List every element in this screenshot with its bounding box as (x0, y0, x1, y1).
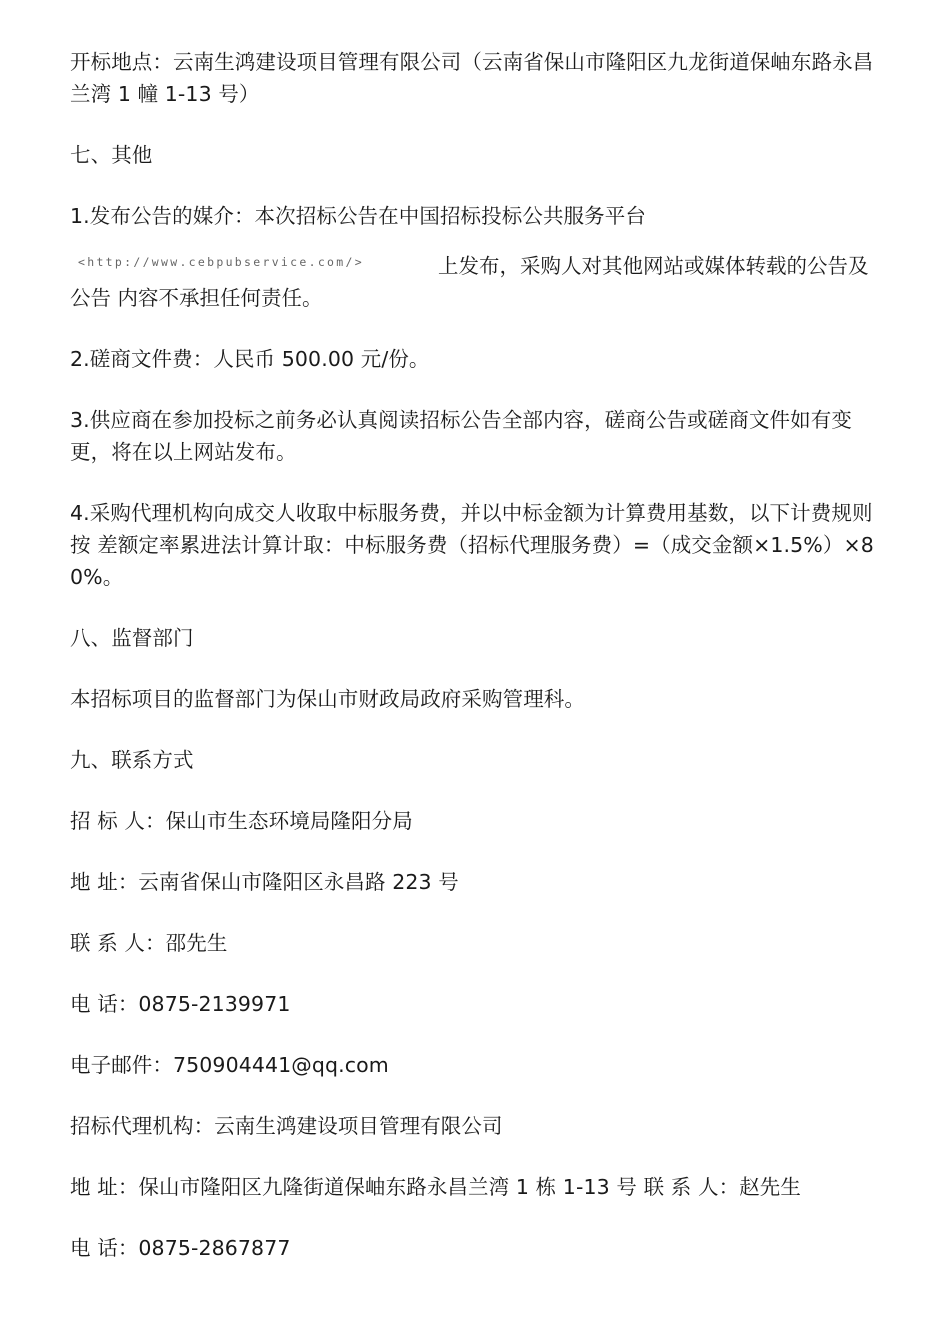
tenderer-address: 地 址：云南省保山市隆阳区永昌路 223 号 (70, 870, 459, 894)
agency-name: 招标代理机构：云南生鸿建设项目管理有限公司 (70, 1114, 503, 1138)
supervision-department: 本招标项目的监督部门为保山市财政局政府采购管理科。 (70, 687, 585, 711)
tenderer-contact: 联 系 人：邵先生 (70, 931, 228, 955)
media-statement-intro: 1.发布公告的媒介：本次招标公告在中国招标投标公共服务平台 (70, 204, 646, 228)
section-9-heading: 九、联系方式 (70, 748, 194, 772)
document-fee: 2.磋商文件费：人民币 500.00 元/份。 (70, 347, 430, 371)
tenderer-name: 招 标 人：保山市生态环境局隆阳分局 (70, 809, 413, 833)
document-page (70, 46, 885, 1293)
media-statement-text: 上发布，采购人对其他网站或媒体转载的公告及公告 内容不承担任何责任。 (70, 254, 869, 310)
tenderer-email: 电子邮件：750904441@qq.com (70, 1053, 389, 1077)
platform-url-text: <http://www.cebpubservice.com/> (78, 255, 364, 269)
media-statement (70, 250, 885, 314)
tenderer-phone: 电 话：0875-2139971 (70, 992, 291, 1016)
section-8-heading: 八、监督部门 (70, 626, 194, 650)
agency-address-contact: 地 址：保山市隆阳区九隆街道保岫东路永昌兰湾 1 栋 1-13 号 联 系 人：赵先生 (70, 1175, 801, 1199)
section-7-heading: 七、其他 (70, 143, 153, 167)
bid-opening-place: 开标地点：云南生鸿建设项目管理有限公司（云南省保山市隆阳区九龙街道保岫东路永昌兰湾 1 幢 1-13 号） (70, 50, 874, 106)
agency-phone: 电 话：0875-2867877 (70, 1236, 291, 1260)
reading-notice: 3.供应商在参加投标之前务必认真阅读招标公告全部内容，磋商公告或磋商文件如有变更，将在以上网站发布。 (70, 408, 852, 464)
platform-url-image (70, 253, 430, 275)
service-fee-rule: 4.采购代理机构向成交人收取中标服务费，并以中标金额为计算费用基数，以下计费规则按 差额定率累进法计算计取：中标服务费（招标代理服务费）=（成交金额×1.5%）×80%。 (70, 501, 874, 589)
